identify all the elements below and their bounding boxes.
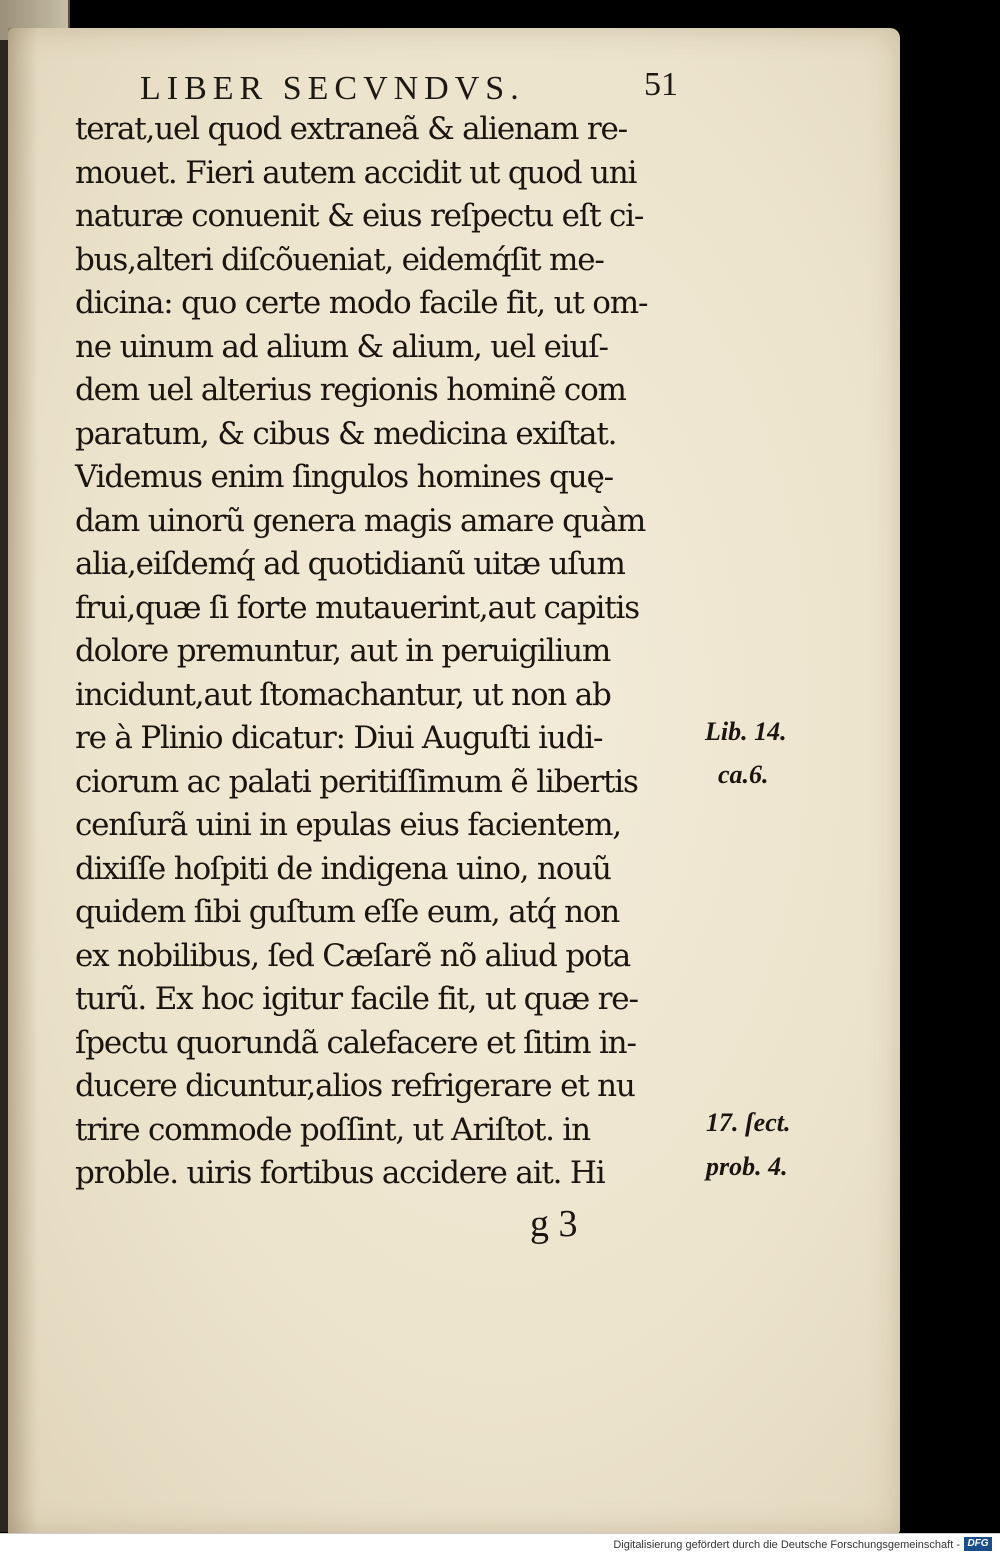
text-line: re à Plinio dicatur: Diui Auguſti iudi- — [75, 720, 603, 756]
text-line: ex nobilibus, ſed Cæſarẽ nõ aliud pota — [75, 937, 630, 974]
text-line: incidunt,aut ſtomachantur, ut non ab — [75, 676, 611, 713]
text-line: turũ. Ex hoc igitur facile fit, ut quæ re- — [75, 981, 638, 1017]
text-line: quidem ſibi guſtum eſſe eum, atq́ non — [75, 894, 620, 930]
marginal-note: prob. 4. — [706, 1152, 788, 1181]
text-line: Videmus enim ſingulos homines quę- — [75, 459, 613, 495]
text-line: mouet. Fieri autem accidit ut quod uni — [75, 154, 637, 191]
funding-note: Digitalisierung gefördert durch die Deutsche Forschungsgemeinschaft - — [613, 1539, 960, 1551]
text-line: paratum, & cibus & medicina exiſtat. — [75, 415, 617, 452]
page-number: 51 — [644, 66, 678, 103]
dfg-logo: DFG — [964, 1537, 992, 1551]
running-head: LIBER SECVNDVS. — [140, 70, 525, 107]
text-line: trire commode poſſint, ut Ariſtot. in — [75, 1111, 590, 1148]
text-line: bus,alteri diſcõueniat, eidemq́ſit me- — [75, 241, 604, 278]
text-line: proble. uiris fortibus accidere ait. Hi — [75, 1155, 605, 1191]
text-line: ſpectu quorundã calefacere et ſitim in- — [75, 1024, 636, 1061]
text-line: dem uel alterius regionis hominẽ com — [75, 372, 626, 408]
text-line: dolore premuntur, aut in peruigilium — [75, 633, 611, 669]
text-line: cenſurã uini in epulas eius facientem, — [75, 807, 621, 843]
page-left-edge — [0, 40, 8, 1532]
text-line: ciorum ac palati peritiſſimum ẽ libertis — [75, 763, 638, 800]
text-line: naturæ conuenit & eius reſpectu eſt ci- — [75, 198, 644, 234]
text-line: ducere dicuntur,alios refrigerare et nu — [75, 1068, 635, 1104]
text-line: dixiſſe hoſpiti de indigena uino, nouũ — [75, 850, 611, 887]
gutter-shadow — [8, 28, 38, 1534]
text-line: alia,eiſdemq́ ad quotidianũ uitæ uſum — [75, 546, 625, 582]
text-line: dam uinorũ genera magis amare quàm — [75, 502, 646, 539]
text-line: terat,uel quod extraneã & alienam re- — [75, 111, 627, 147]
marginal-note: 17. ſect. — [706, 1108, 791, 1137]
text-line: ne uinum ad alium & alium, uel eiuſ- — [75, 328, 608, 365]
text-block — [75, 108, 715, 1196]
text-line: dicina: quo certe modo facile fit, ut om- — [75, 285, 648, 321]
signature-mark: g 3 — [530, 1203, 578, 1245]
marginal-note: ca.6. — [718, 760, 769, 789]
marginal-note: Lib. 14. — [705, 717, 787, 746]
text-line: frui,quæ ſi forte mutauerint,aut capitis — [75, 589, 639, 626]
